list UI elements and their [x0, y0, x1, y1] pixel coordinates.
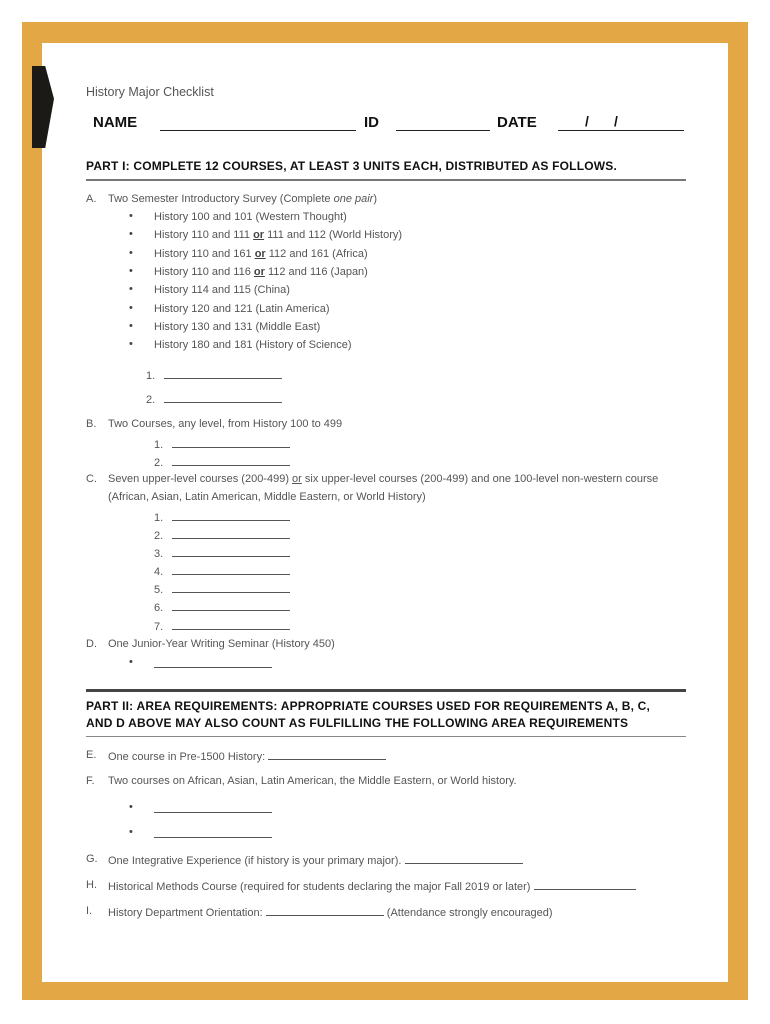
- date-field[interactable]: [558, 130, 684, 131]
- option-item: • History 110 and 161 or 112 and 161 (Africa): [154, 248, 368, 260]
- blank-line-item[interactable]: [154, 657, 272, 671]
- section-a-letter: A.: [86, 193, 97, 205]
- option-item: • History 110 and 111 or 111 and 112 (World History): [154, 229, 402, 241]
- document-title: History Major Checklist: [86, 85, 214, 99]
- option-item: • History 110 and 116 or 112 and 116 (Japan): [154, 266, 368, 278]
- option-item: • History 120 and 121 (Latin America): [154, 303, 329, 315]
- section-i-row[interactable]: History Department Orientation: (Attendance strongly encouraged): [108, 907, 553, 919]
- part2-heading-line2: AND D ABOVE MAY ALSO COUNT AS FULFILLING THE FOLLOWING AREA REQUIREMENTS: [86, 716, 629, 730]
- section-g-letter: G.: [86, 853, 98, 865]
- date-label: DATE: [497, 114, 537, 131]
- page-sheet: [42, 43, 728, 982]
- blank-line-item[interactable]: 2.: [154, 528, 290, 542]
- section-d-text: One Junior-Year Writing Seminar (History 450): [108, 638, 335, 650]
- option-item: • History 100 and 101 (Western Thought): [154, 211, 347, 223]
- section-c-text: Seven upper-level courses (200-499) or six upper-level courses (200-499) and one 100-level non-western course: [108, 473, 659, 485]
- blank-line-item[interactable]: 5.: [154, 582, 290, 596]
- section-f-letter: F.: [86, 775, 95, 787]
- section-b-letter: B.: [86, 418, 97, 430]
- option-item: • History 114 and 115 (China): [154, 284, 290, 296]
- blank-line-item[interactable]: 2.: [154, 455, 290, 469]
- name-label: NAME: [93, 114, 138, 131]
- section-a-text: Two Semester Introductory Survey (Complete one pair): [108, 193, 378, 205]
- blank-line-item[interactable]: [154, 827, 272, 841]
- date-slash-1: /: [585, 113, 589, 129]
- option-item: • History 130 and 131 (Middle East): [154, 321, 320, 333]
- date-slash-2: /: [614, 113, 618, 129]
- section-c-text-line2: (African, Asian, Latin American, Middle Eastern, or World History): [108, 491, 426, 503]
- part1-divider: [86, 179, 686, 181]
- section-c-letter: C.: [86, 473, 97, 485]
- part2-divider: [86, 736, 686, 737]
- section-i-letter: I.: [86, 905, 93, 917]
- blank-line-item[interactable]: 1.: [154, 437, 290, 451]
- section-e-letter: E.: [86, 749, 97, 761]
- section-h-row[interactable]: Historical Methods Course (required for students declaring the major Fall 2019 or later): [108, 879, 636, 893]
- blank-line-item[interactable]: 2.: [146, 392, 282, 406]
- blank-line-item[interactable]: 3.: [154, 546, 290, 560]
- blank-line-item[interactable]: 4.: [154, 564, 290, 578]
- blank-line-item[interactable]: 1.: [154, 510, 290, 524]
- section-g-row[interactable]: One Integrative Experience (if history is your primary major).: [108, 853, 523, 867]
- blank-line-item[interactable]: 1.: [146, 368, 282, 382]
- section-h-letter: H.: [86, 879, 97, 891]
- option-item: • History 180 and 181 (History of Science): [154, 339, 351, 351]
- blank-line-item[interactable]: [154, 802, 272, 816]
- blank-line-item[interactable]: 6.: [154, 600, 290, 614]
- section-f-text: Two courses on African, Asian, Latin American, the Middle Eastern, or World history.: [108, 775, 517, 787]
- name-field[interactable]: [160, 130, 356, 131]
- section-d-letter: D.: [86, 638, 97, 650]
- part1-heading: PART I: COMPLETE 12 COURSES, AT LEAST 3 UNITS EACH, DISTRIBUTED AS FOLLOWS.: [86, 159, 618, 173]
- part2-heading-line1: PART II: AREA REQUIREMENTS: APPROPRIATE COURSES USED FOR REQUIREMENTS A, B, C,: [86, 699, 651, 713]
- part2-top-rule: [86, 689, 686, 692]
- blank-line-item[interactable]: 7.: [154, 619, 290, 633]
- section-e-row[interactable]: One course in Pre-1500 History:: [108, 749, 386, 763]
- id-field[interactable]: [396, 130, 490, 131]
- id-label: ID: [364, 114, 379, 131]
- section-b-text: Two Courses, any level, from History 100 to 499: [108, 418, 343, 430]
